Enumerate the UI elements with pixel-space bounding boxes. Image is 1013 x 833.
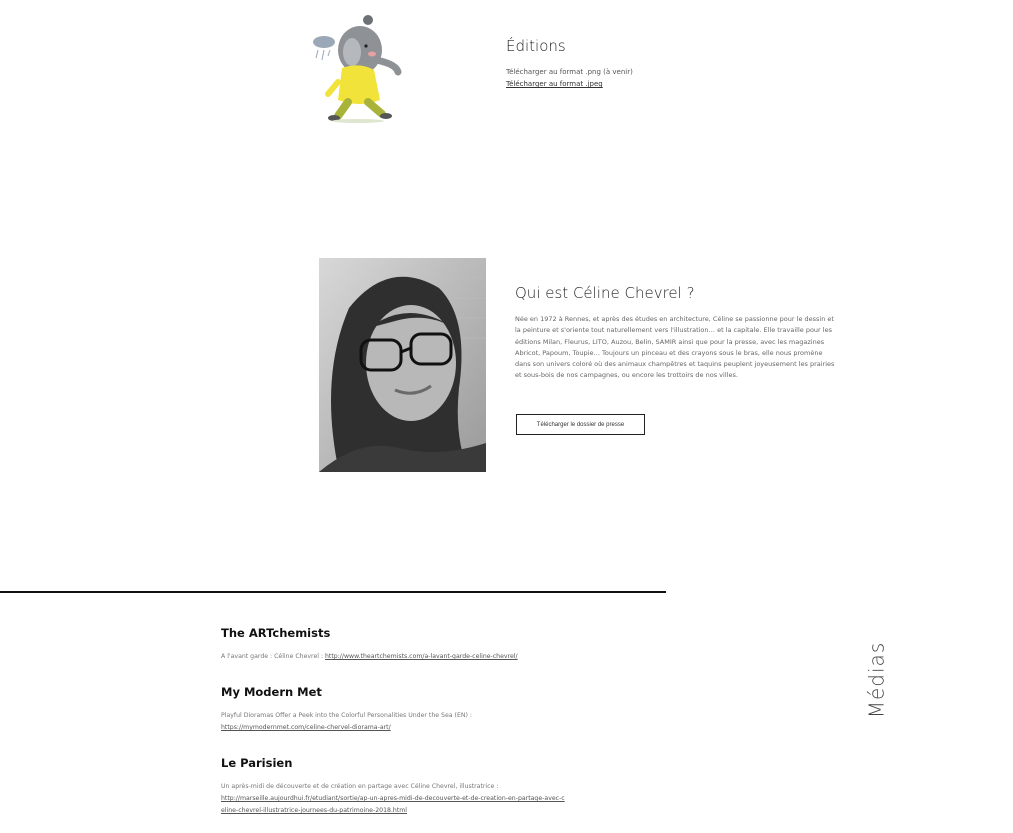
- media-link-artchemists[interactable]: http://www.theartchemists.com/a-lavant-garde-celine-chevrel/: [325, 653, 518, 660]
- media-text-leparisien: [221, 781, 566, 817]
- portrait-photo: [319, 258, 486, 472]
- media-title-mymodernmet: My Modern Met: [221, 685, 322, 699]
- media-text-mymodernmet: [221, 710, 581, 734]
- media-description: A l'avant garde : Céline Chevrel :: [221, 653, 326, 660]
- media-description: Playful Dioramas Offer a Peek into the Colorful Personalities Under the Sea (EN) :: [221, 712, 472, 719]
- media-description: Un après-midi de découverte et de création en partage avec Céline Chevrel, illustratrice :: [221, 783, 499, 790]
- medias-heading-text: Médias: [864, 641, 888, 719]
- download-jpeg-link[interactable]: Télécharger au format .jpeg: [506, 80, 603, 88]
- download-press-kit-button[interactable]: Télécharger le dossier de presse: [516, 414, 645, 435]
- media-link-mymodernmet[interactable]: https://mymodernmet.com/celine-chervel-diorama-art/: [221, 724, 391, 731]
- section-divider: [0, 591, 666, 593]
- download-png-link[interactable]: Télécharger au format .png (à venir): [506, 68, 633, 76]
- media-title-leparisien: Le Parisien: [221, 756, 293, 770]
- media-link-leparisien[interactable]: http://marseille.aujourdhui.fr/etudiant/sortie/ap-un-apres-midi-de-decouverte-et-de-creation-en-partage-avec-celine-chevrel-illustratrice-journees-du-patrimoine-2018.html: [221, 795, 565, 814]
- media-text-artchemists: [221, 651, 581, 663]
- editions-title: Éditions: [506, 37, 566, 55]
- bio-text: Née en 1972 à Rennes, et après des études en architecture, Céline se passionne pour le dessin et la peinture et s'oriente tout naturellement vers l'illustration… et la capitale. Elle travaille pour les éditions Milan, Fleurus, LITO, Auzou, Belin, SAMIR ainsi que pour la presse, avec les magazines Abricot, Papoum, Toupie… Toujours un pinceau et des crayons sous le bras, elle nous promène dans son univers coloré où des animaux champêtres et taquins peuplent joyeusement les prairies et sous-bois de nos campagnes, ou encore les trottoirs de nos villes.: [515, 315, 835, 380]
- bio-title: Qui est Céline Chevrel ?: [515, 284, 695, 302]
- media-title-artchemists: The ARTchemists: [221, 626, 331, 640]
- elephant-illustration: [308, 12, 404, 124]
- medias-heading: [846, 640, 906, 720]
